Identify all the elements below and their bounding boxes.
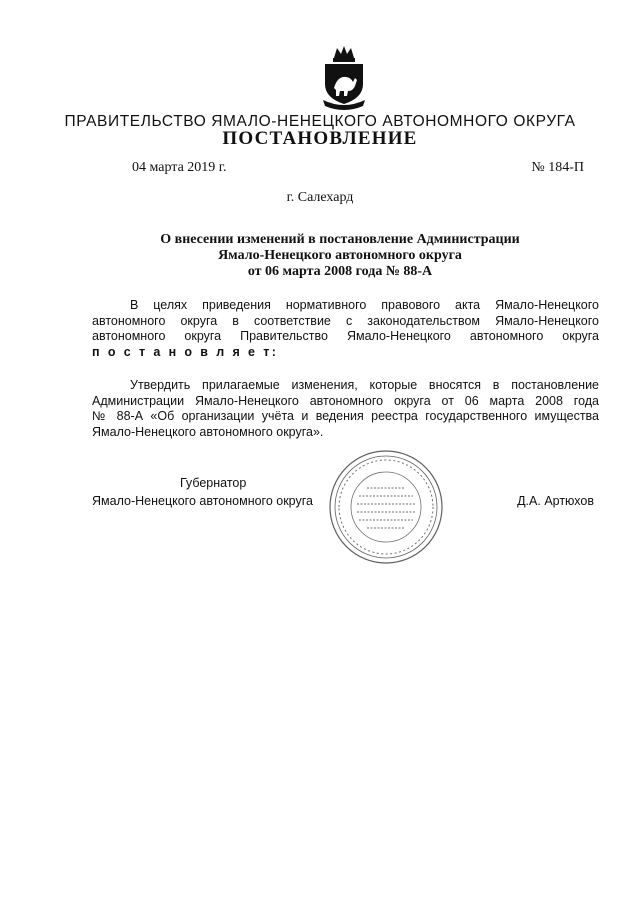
document-city: г. Салехард <box>286 190 354 205</box>
paragraph-line: автономного округа в соответствие с законодательством Ямало-Ненецкого <box>92 313 599 328</box>
title-line: О внесении изменений в постановление Администрации <box>160 232 520 247</box>
document-type: ПОСТАНОВЛЕНИЕ <box>222 128 418 149</box>
paragraph-line: Утвердить прилагаемые изменения, которые вносятся в постановление <box>130 378 599 392</box>
body-paragraph-2 <box>92 378 599 440</box>
coat-of-arms-icon <box>319 44 369 110</box>
title-line: Ямало-Ненецкого автономного округа <box>218 248 462 263</box>
document-title <box>0 232 640 280</box>
paragraph-line: автономного округа Правительство Ямало-Ненецкого автономного округа <box>92 329 599 343</box>
official-seal-icon <box>327 448 445 566</box>
signatory-region: Ямало-Ненецкого автономного округа <box>92 494 313 508</box>
resolves-word: п о с т а н о в л я е т: <box>92 344 279 359</box>
document-number: № 184-П <box>531 160 584 175</box>
paragraph-line: Ямало-Ненецкого автономного округа». <box>92 424 324 439</box>
paragraph-line: В целях приведения нормативного правового акта Ямало-Ненецкого <box>130 298 599 312</box>
document-date: 04 марта 2019 г. <box>132 160 227 175</box>
title-line: от 06 марта 2008 года № 88-А <box>247 264 433 279</box>
signatory-title: Губернатор <box>180 476 247 490</box>
body-paragraph-1 <box>92 298 599 360</box>
paragraph-line: № 88-А «Об организации учёта и ведения реестра государственного имущества <box>92 409 599 423</box>
government-name: ПРАВИТЕЛЬСТВО ЯМАЛО-НЕНЕЦКОГО АВТОНОМНОГО ОКРУГА <box>64 113 576 130</box>
paragraph-line: Администрации Ямало-Ненецкого автономного округа от 06 марта 2008 года <box>92 393 599 408</box>
signatory-name: Д.А. Артюхов <box>517 494 594 508</box>
